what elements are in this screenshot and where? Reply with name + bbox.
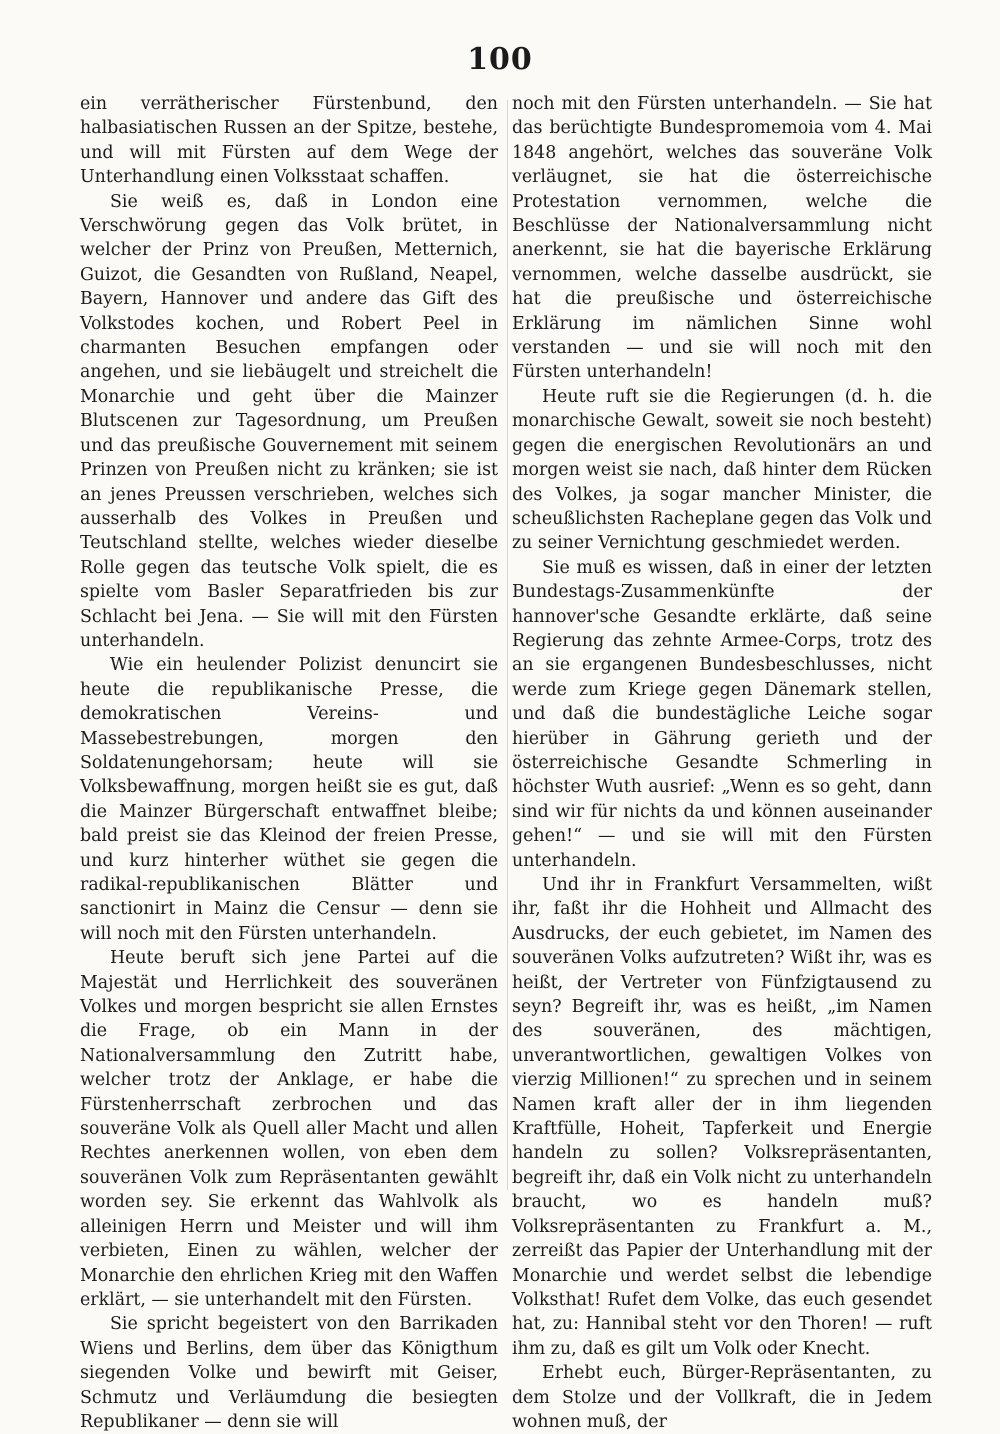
paragraph: Heute beruft sich jene Partei auf die Majestät und Herrlichkeit des souveränen Volkes und morgen bespricht sie allen Ernstes die Frage, ob ein Mann in der Nationalversammlung den Zutritt habe, welcher trotz der Anklage, er habe die Fürstenherrschaft zerbrochen und das souveräne Volk als Quell aller Macht und allen Rechtes anerkennen wollen, von eben dem souveränen Volk zum Repräsentanten gewählt worden sey. Sie erkennt das Wahlvolk als alleinigen Herrn und Meister und will ihm verbieten, Einen zu wählen, welcher der Monarchie den ehrlichen Krieg mit den Waffen erklärt, — sie unterhandelt mit den Fürsten.	[80, 948, 498, 1310]
paragraph: Heute ruft sie die Regierungen (d. h. die monarchische Gewalt, soweit sie noch besteht) gegen die energischen Revolutionärs an und morgen weist sie nach, daß hinter dem Rücken des Volkes, ja sogar mancher Minister, die scheußlichsten Racheplane gegen das Volk und zu seiner Vernichtung geschmiedet werden.	[512, 386, 932, 554]
left-column	[80, 92, 498, 1434]
paragraph: noch mit den Fürsten unterhandeln. — Sie hat das berüchtigte Bundespromemoia vom 4. Mai 1848 angehört, welches das souveräne Volk verläugnet, sie hat die österreichische Protestation vernommen, welche die Beschlüsse der Nationalversammlung nicht anerkennt, sie hat die bayerische Erklärung vernommen, welche dasselbe ausdrückt, sie hat die preußische und österreichische Erklärung im nämlichen Sinne wohl verstanden — und sie will noch mit den Fürsten unterhandeln!	[512, 94, 932, 383]
paragraph: Und ihr in Frankfurt Versammelten, wißt ihr, faßt ihr die Hohheit und Allmacht des Ausdrucks, der euch gebietet, im Namen des souveränen Volks aufzutreten? Wißt ihr, was es heißt, der Vertreter von Fünfzigtausend zu seyn? Begreift ihr, was es heißt, „im Namen des souveränen, des mächtigen, unverantwortlichen, gewaltigen Volkes von vierzig Millionen!“ zu sprechen und in seinem Namen kraft aller der in ihm liegenden Kraftfülle, Hoheit, Tapferkeit und Energie handeln zu sollen? Volksrepräsentanten, begreift ihr, daß ein Volk nicht zu unterhandeln braucht, wo es handeln muß? Volksrepräsentanten zu Frankfurt a. M., zerreißt das Papier der Unterhandlung mit der Monarchie und werdet selbst die lebendige Volksthat! Rufet dem Volke, das euch gesendet hat, zu: Hannibal steht vor den Thoren! — ruft ihm zu, daß es gilt um Volk oder Knecht.	[512, 875, 932, 1359]
paragraph: Sie muß es wissen, daß in einer der letzten Bundestags-Zusammenkünfte der hannover'sche Gesandte erklärte, daß seine Regierung das zehnte Armee-Corps, trotz des an sie ergangenen Bundesbeschlusses, nicht werde zum Kriege gegen Dänemark stellen, und daß die bundestägliche Leiche sogar hierüber in Gährung gerieth und der österreichische Gesandte Schmerling in höchster Wuth ausrief: „Wenn es so geht, dann sind wir für nichts da und können auseinander gehen!“ — und sie will mit den Fürsten unterhandeln.	[512, 557, 932, 871]
paragraph: Erhebt euch, Bürger-Repräsentanten, zu dem Stolze und der Vollkraft, die in Jedem wohnen muß, der	[512, 1363, 932, 1432]
column-divider	[507, 100, 508, 1190]
paragraph: Sie spricht begeistert von den Barrikaden Wiens und Berlins, dem über das Königthum siegenden Volke und bewirft mit Geiser, Schmutz und Verläumdung die besiegten Republikaner — denn sie will	[80, 1314, 498, 1432]
paragraph: ein verrätherischer Fürstenbund, den halbasiatischen Russen an der Spitze, bestehe, und will mit Fürsten auf dem Wege der Unterhandlung einen Volksstaat schaffen.	[80, 94, 498, 188]
paragraph: Wie ein heulender Polizist denuncirt sie heute die republikanische Presse, die demokratischen Vereins- und Massebestrebungen, morgen den Soldatenungehorsam; heute will sie Volksbewaffnung, morgen heißt sie es gut, daß die Mainzer Bürgerschaft entwaffnet bleibe; bald preist sie das Kleinod der freien Presse, und kurz hinterher wüthet sie gegen die radikal-republikanischen Blätter und sanctionirt in Mainz die Censur — denn sie will noch mit den Fürsten unterhandeln.	[80, 655, 498, 944]
page-number: 100	[467, 42, 533, 77]
paragraph: Sie weiß es, daß in London eine Verschwörung gegen das Volk brütet, in welcher der Prinz von Preußen, Metternich, Guizot, die Gesandten von Rußland, Neapel, Bayern, Hannover und andere das Gift des Volkstodes kochen, und Robert Peel in charmanten Besuchen empfangen oder angehen, und sie liebäugelt und streichelt die Monarchie und geht über die Mainzer Blutscenen zur Tagesordnung, um Preußen und das preußische Gouvernement mit seinem Prinzen von Preußen nicht zu kränken; sie ist an jenes Preussen verschrieben, welches sich ausserhalb des Volkes in Preußen und Teutschland stellte, welches wieder dieselbe Rolle gegen das teutsche Volk spielt, die es spielte vom Basler Separatfrieden bis zur Schlacht bei Jena. — Sie will mit den Fürsten unterhandeln.	[80, 191, 498, 651]
right-column	[512, 92, 932, 1434]
